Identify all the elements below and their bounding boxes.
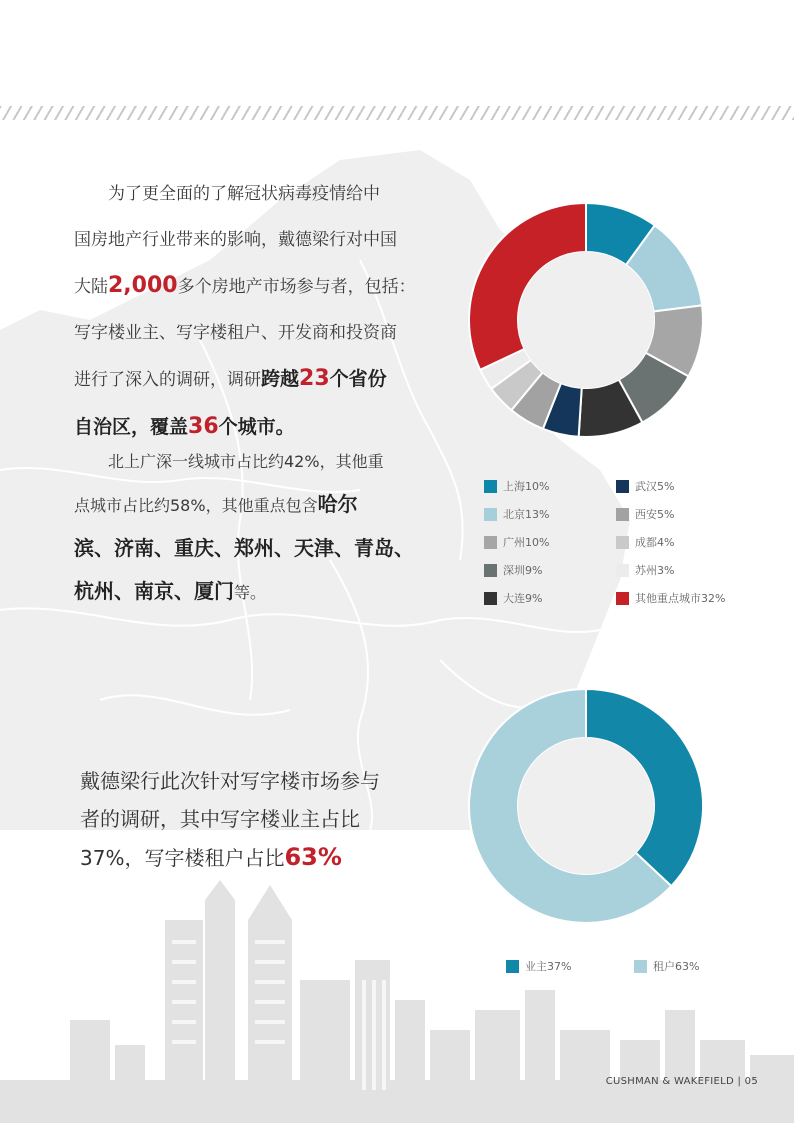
legend-swatch [484,564,497,577]
intro-line [74,263,434,311]
legend-label: 西安5% [635,508,675,521]
legend-swatch [616,592,629,605]
hatched-divider [0,106,794,120]
legend-label: 广州10% [503,536,550,549]
intro-line: 国房地产行业带来的影响，戴德梁行对中国 [74,229,397,250]
cities-line: 北上广深一线城市占比约42%，其他重 [108,452,384,471]
legend-swatch [484,536,497,549]
legend-item [616,534,674,550]
cities-emphasis: 哈尔 [317,492,358,516]
legend-item [484,506,549,522]
legend-label: 苏州3% [635,564,675,577]
intro-text: 多个房地产市场参与者，包括： [177,277,416,298]
legend-label: 大连9% [503,592,543,605]
survey-line [80,838,420,877]
tenant-share-highlight: 63% [284,843,342,871]
footer-brand: CUSHMAN & WAKEFIELD | 05 [605,1076,758,1087]
intro-line: 写字楼业主、写字楼租户、开发商和投资商 [74,322,397,343]
city-distribution-donut-chart [466,200,706,440]
donut-hole [518,252,654,388]
legend-item [484,534,549,550]
legend-item [616,562,674,578]
intro-line: 为了更全面的了解冠状病毒疫情给中 [108,184,380,204]
intro-text: 大陆 [74,277,108,298]
legend-swatch [616,536,629,549]
legend-swatch [616,480,629,493]
legend-swatch [616,508,629,521]
legend-label: 武汉5% [635,480,675,493]
cities-line: 滨、济南、重庆、郑州、天津、青岛、 [74,536,414,560]
legend-label: 其他重点城市32% [635,592,726,605]
legend-swatch [616,564,629,577]
survey-line: 戴德梁行此次针对写字楼市场参与 [80,769,380,793]
cities-emphasis: 杭州、南京、厦门 [74,579,234,603]
intro-emphasis: 个省份 [329,368,387,391]
donut-hole [518,738,654,874]
legend-item [484,478,549,494]
legend-label: 业主37% [525,960,572,973]
legend-label: 上海10% [503,480,550,493]
legend-item [616,590,725,606]
city-count: 36 [188,413,219,439]
legend-swatch [484,508,497,521]
legend-item [484,590,542,606]
legend-label: 深圳9% [503,564,543,577]
legend-swatch [484,480,497,493]
legend-label: 租户63% [653,960,700,973]
legend-label: 成都4% [635,536,675,549]
survey-paragraph [80,762,420,877]
survey-line: 者的调研，其中写字楼业主占比 [80,807,360,831]
cities-line [74,570,414,614]
intro-text: 进行了深入的调研，调研 [74,370,261,391]
province-count: 23 [299,366,330,392]
survey-text: 37%，写字楼租户占比 [80,846,285,870]
cities-line [74,483,414,527]
cities-text: 点城市占比约58%，其他重点包含 [74,496,318,515]
cities-text: 等。 [234,583,267,602]
participants-count: 2,000 [108,273,178,299]
intro-paragraph [74,172,434,452]
legend-item [484,562,542,578]
intro-emphasis: 自治区，覆盖 [74,415,189,438]
intro-line [74,356,434,404]
cities-paragraph [74,440,414,614]
intro-emphasis: 跨越 [261,368,300,391]
legend-item [616,506,674,522]
legend-item [616,478,674,494]
legend-swatch [484,592,497,605]
intro-emphasis: 个城市。 [218,415,295,438]
legend-label: 北京13% [503,508,550,521]
